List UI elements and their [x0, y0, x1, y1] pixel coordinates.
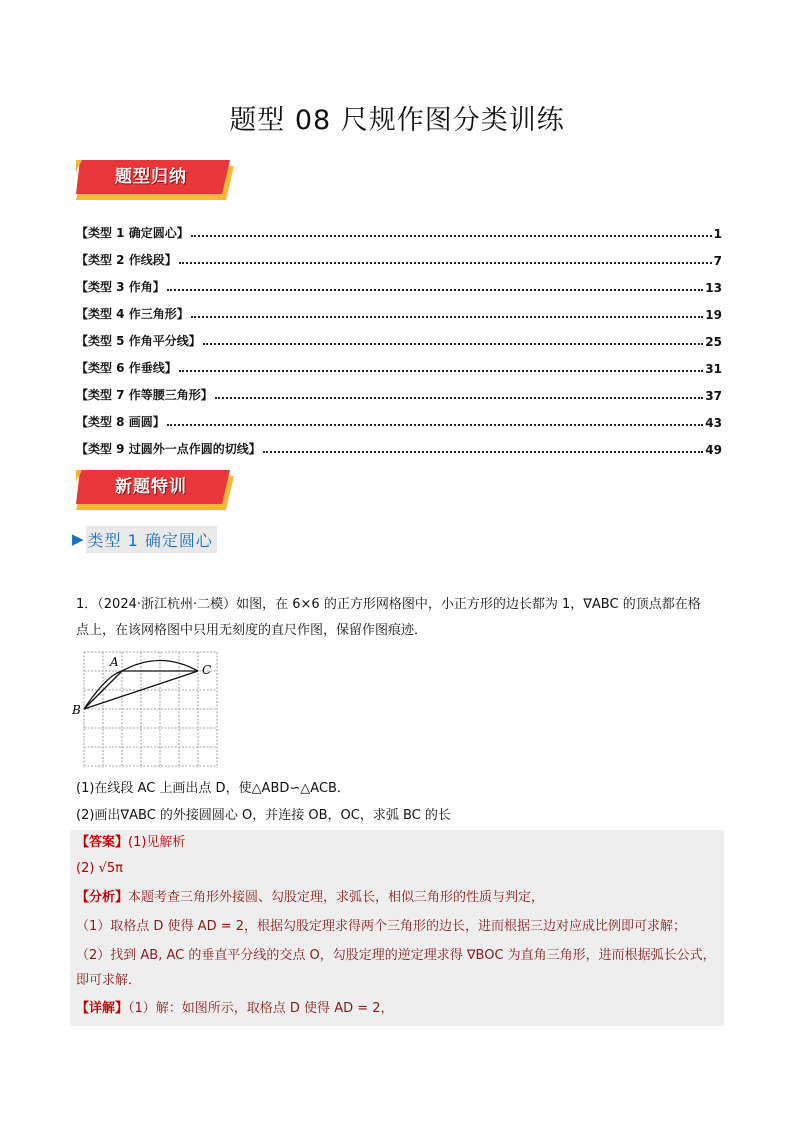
toc-item-page: 43 — [705, 416, 722, 430]
grid-figure — [72, 650, 222, 774]
toc-item[interactable] — [76, 376, 722, 403]
question-line-2: 点上，在该网格图中只用无刻度的直尺作图，保留作图痕迹． — [76, 623, 428, 638]
question-part-2: (2)画出∇ABC 的外接圆圆心 O，并连接 OB，OC，求弧 BC 的长 — [76, 808, 451, 823]
table-of-contents — [76, 214, 722, 457]
toc-leader-dots — [179, 262, 712, 264]
toc-item-label: 【类型 1 确定圆心】 — [76, 226, 189, 240]
toc-item-page: 25 — [705, 335, 722, 349]
analysis-line-1 — [76, 885, 722, 910]
toc-item[interactable] — [76, 403, 722, 430]
answer-tag: 【答案】 — [76, 835, 129, 850]
toc-leader-dots — [191, 235, 712, 237]
answer-line-2 — [76, 856, 722, 881]
detail-tag: 【详解】 — [76, 1001, 129, 1016]
toc-leader-dots — [167, 424, 704, 426]
toc-item[interactable] — [76, 430, 722, 457]
toc-item[interactable] — [76, 214, 722, 241]
analysis-line-4: 即可求解． — [76, 973, 142, 988]
toc-item-label: 【类型 3 作角】 — [76, 280, 165, 294]
answer-part-1: (1)见解析 — [128, 835, 186, 850]
toc-item-page: 31 — [705, 362, 722, 376]
toc-item-page: 1 — [713, 227, 722, 241]
toc-item[interactable] — [76, 295, 722, 322]
toc-item-label: 【类型 8 画圆】 — [76, 415, 165, 429]
toc-leader-dots — [215, 397, 704, 399]
toc-item-label: 【类型 7 作等腰三角形】 — [76, 388, 213, 402]
toc-item-page: 7 — [713, 254, 722, 268]
toc-leader-dots — [179, 370, 704, 372]
detail-line-1 — [76, 996, 722, 1021]
section-label: 类型 1 确定圆心 — [86, 526, 217, 553]
toc-item[interactable] — [76, 322, 722, 349]
answer-part-2-value: √5π — [98, 861, 123, 876]
question-part-1: (1)在线段 AC 上画出点 D，使△ABD∽△ACB． — [76, 781, 350, 796]
arc-ac — [122, 661, 198, 672]
detail-text-1: （1）解：如图所示，取格点 D 使得 AD = 2， — [128, 1001, 394, 1016]
page-title: 题型 08 尺规作图分类训练 — [229, 105, 565, 136]
banner-training — [76, 470, 234, 512]
toc-item-page: 13 — [705, 281, 722, 295]
banner-training-label: 新题特训 — [115, 477, 187, 497]
play-icon: ▶ — [72, 530, 84, 548]
toc-item-label: 【类型 4 作三角形】 — [76, 307, 189, 321]
toc-leader-dots — [263, 451, 704, 453]
banner-summary — [76, 160, 234, 202]
label-b: B — [72, 703, 81, 717]
toc-item[interactable] — [76, 268, 722, 295]
toc-item-label: 【类型 5 作角平分线】 — [76, 334, 201, 348]
answer-line-1 — [76, 830, 722, 855]
toc-leader-dots — [203, 343, 704, 345]
analysis-tag: 【分析】 — [76, 890, 129, 905]
analysis-line-2: （1）取格点 D 使得 AD = 2，根据勾股定理求得两个三角形的边长，进而根据三边对应成比例即可求解； — [76, 919, 687, 934]
toc-item-page: 19 — [705, 308, 722, 322]
section-heading — [72, 526, 217, 552]
analysis-line-3: （2）找到 AB, AC 的垂直平分线的交点 O，勾股定理的逆定理求得 ∇BOC 为直角三角形，进而根据弧长公式， — [76, 948, 716, 963]
label-a: A — [110, 655, 119, 669]
analysis-text-1: 本题考查三角形外接圆、勾股定理，求弧长，相似三角形的性质与判定， — [128, 890, 545, 905]
question-line-1: 1．（2024·浙江杭州·二模）如图，在 6×6 的正方形网格图中，小正方形的边长都为 1，∇ABC 的顶点都在格 — [76, 597, 701, 612]
toc-item[interactable] — [76, 241, 722, 268]
toc-item-label: 【类型 2 作线段】 — [76, 253, 177, 267]
banner-summary-label: 题型归纳 — [115, 167, 187, 187]
toc-item-label: 【类型 9 过圆外一点作圆的切线】 — [76, 442, 261, 456]
toc-leader-dots — [191, 316, 704, 318]
toc-leader-dots — [167, 289, 704, 291]
answer-part-2-prefix: (2) — [76, 861, 99, 876]
toc-item[interactable] — [76, 349, 722, 376]
toc-item-page: 49 — [705, 443, 722, 457]
label-c: C — [202, 663, 212, 677]
toc-item-label: 【类型 6 作垂线】 — [76, 361, 177, 375]
toc-item-page: 37 — [705, 389, 722, 403]
